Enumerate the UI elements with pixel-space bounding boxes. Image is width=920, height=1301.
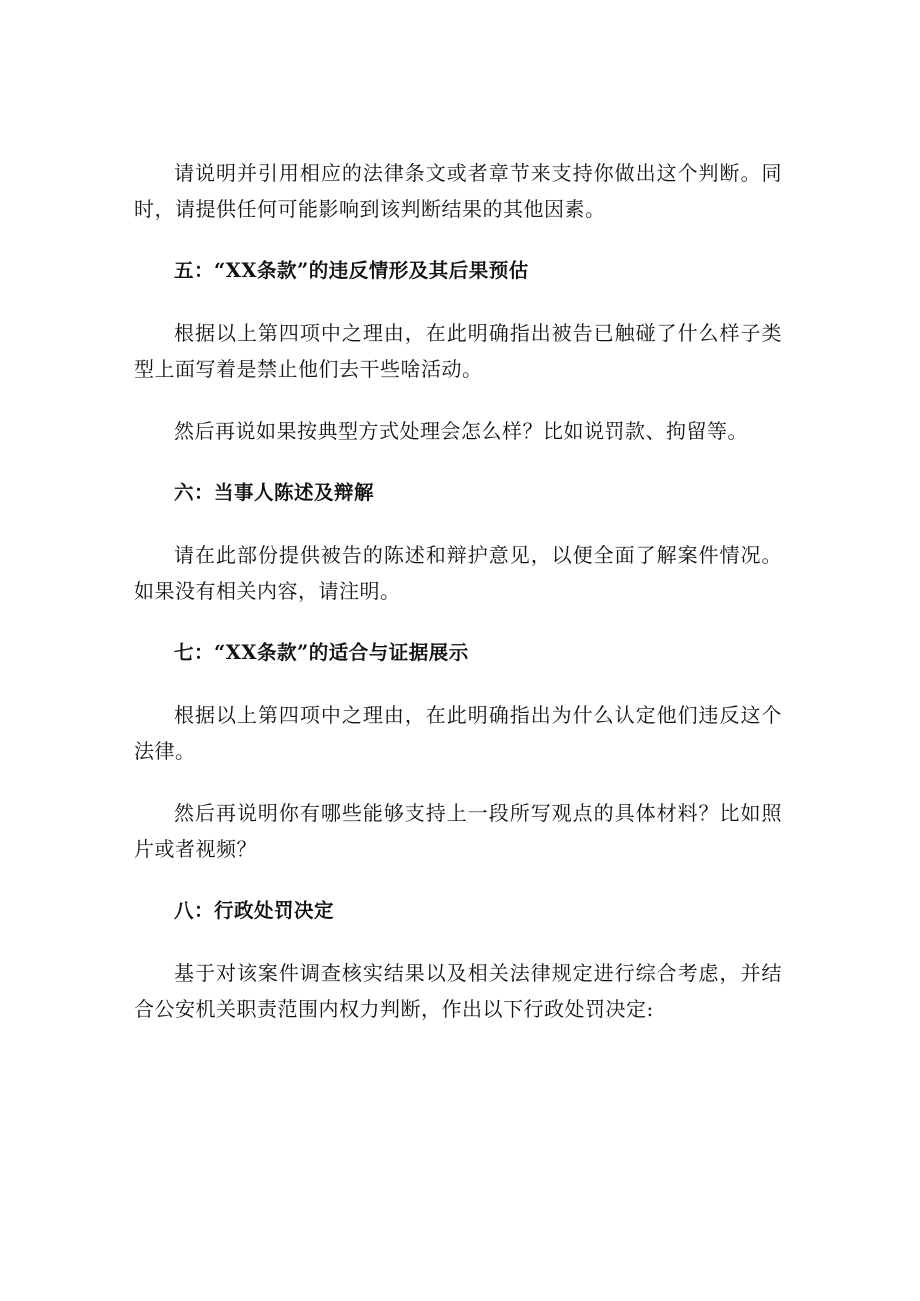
paragraph-violation-reason: 根据以上第四项中之理由，在此明确指出为什么认定他们违反这个法律。: [134, 703, 782, 763]
document-body: [134, 155, 782, 1027]
heading-section-5: 五：“XX条款”的违反情形及其后果预估: [174, 259, 529, 282]
paragraph-violation-type: 根据以上第四项中之理由，在此明确指出被告已触碰了什么样子类型上面写着是禁止他们去干些啥活动。: [134, 321, 782, 381]
paragraph-penalty-decision: 基于对该案件调查核实结果以及相关法律规定进行综合考虑，并结合公安机关职责范围内权力判断，作出以下行政处罚决定:: [134, 961, 782, 1021]
paragraph-evidence-materials: 然后再说明你有哪些能够支持上一段所写观点的具体材料？比如照片或者视频？: [134, 801, 782, 861]
heading-section-7: 七：“XX条款”的适合与证据展示: [174, 641, 469, 664]
heading-section-8: 八：行政处罚决定: [174, 899, 335, 922]
paragraph-defense-statement: 请在此部份提供被告的陈述和辩护意见，以便全面了解案件情况。如果没有相关内容，请注明。: [134, 543, 782, 603]
paragraph-cite-law: 请说明并引用相应的法律条文或者章节来支持你做出这个判断。同时，请提供任何可能影响到该判断结果的其他因素。: [134, 161, 782, 221]
heading-section-6: 六：当事人陈述及辩解: [174, 481, 375, 504]
paragraph-typical-handling: 然后再说如果按典型方式处理会怎么样？比如说罚款、拘留等。: [174, 419, 748, 443]
